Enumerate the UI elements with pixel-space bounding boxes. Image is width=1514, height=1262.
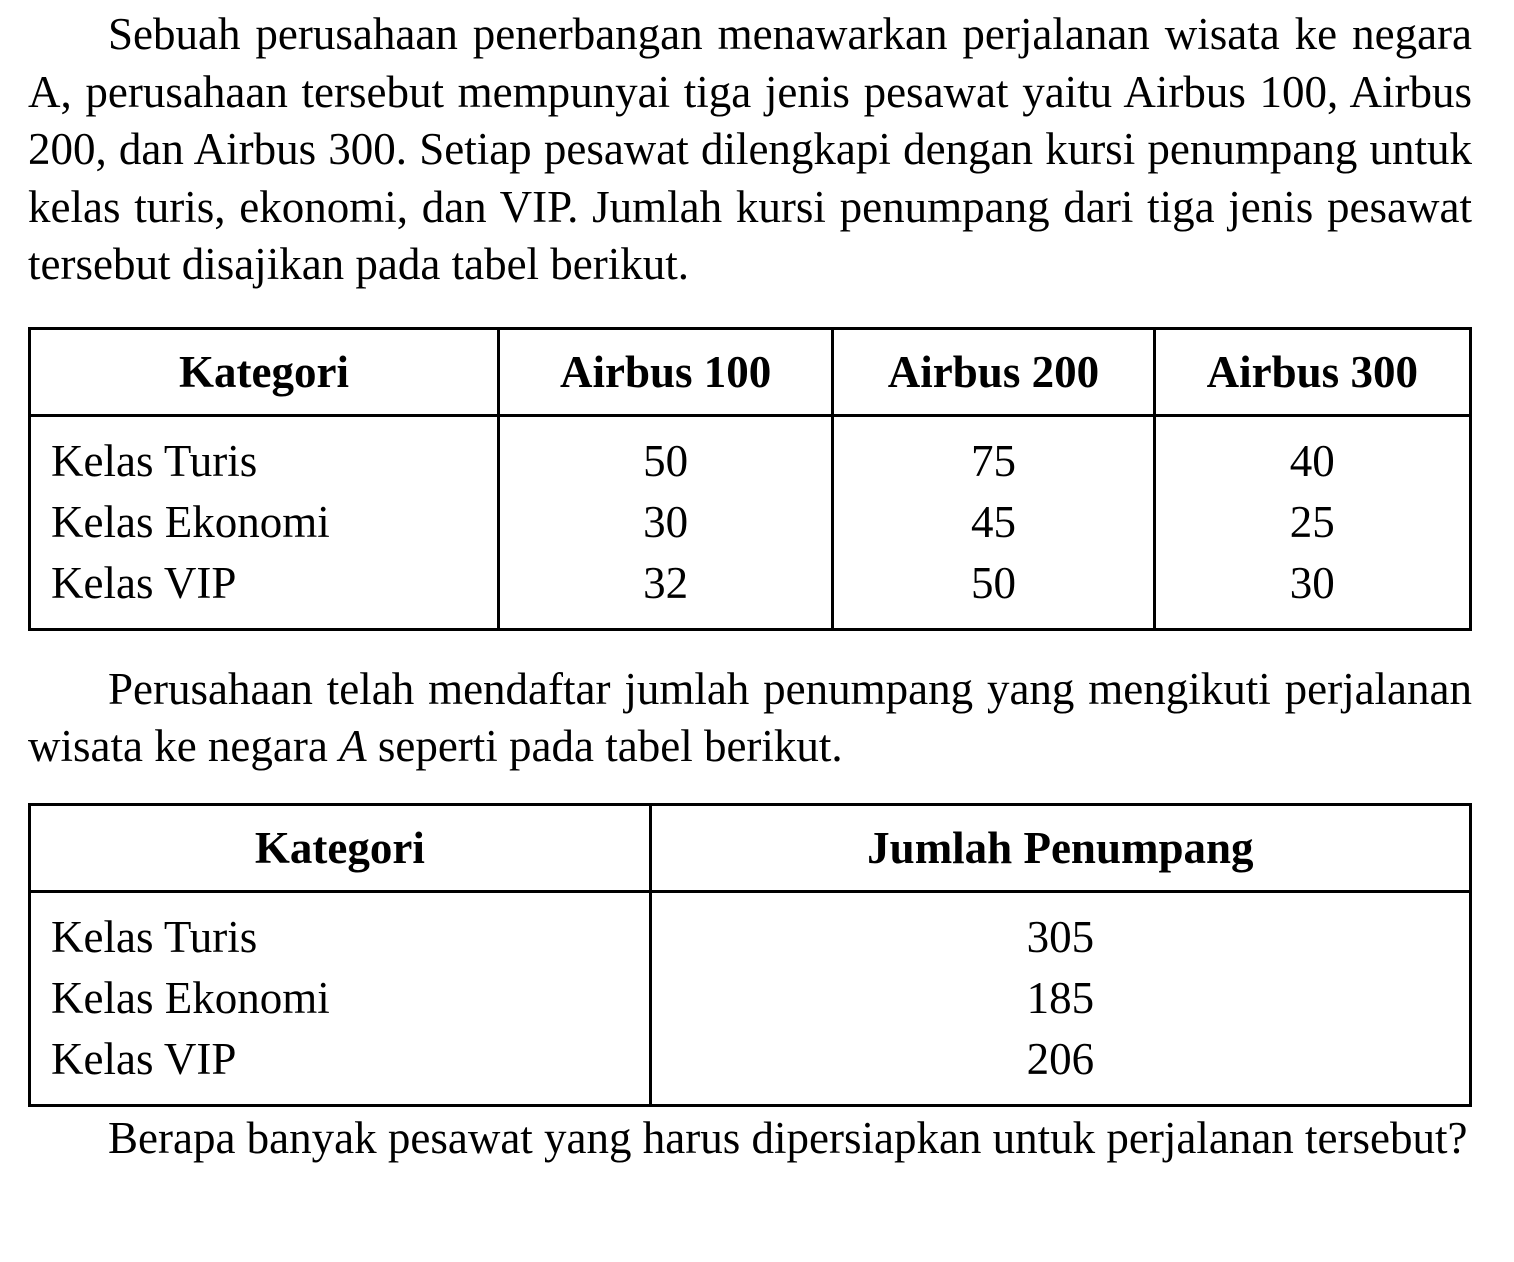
row-label: Kelas Turis bbox=[30, 415, 499, 492]
seat-capacity-table bbox=[28, 327, 1472, 631]
row-label: Kelas Ekonomi bbox=[30, 968, 651, 1029]
header-airbus-200: Airbus 200 bbox=[833, 328, 1154, 415]
header-airbus-300: Airbus 300 bbox=[1154, 328, 1470, 415]
cell-airbus-200: 75 bbox=[833, 415, 1154, 492]
cell-airbus-100: 30 bbox=[499, 492, 833, 553]
cell-airbus-200: 45 bbox=[833, 492, 1154, 553]
header-kategori: Kategori bbox=[30, 804, 651, 891]
table-header-row bbox=[30, 328, 1471, 415]
cell-jumlah: 305 bbox=[650, 891, 1470, 968]
middle-text-after: seperti pada tabel berikut. bbox=[366, 721, 843, 771]
table-row bbox=[30, 553, 1471, 630]
table-header-row bbox=[30, 804, 1471, 891]
cell-airbus-100: 50 bbox=[499, 415, 833, 492]
row-label: Kelas VIP bbox=[30, 553, 499, 630]
cell-airbus-200: 50 bbox=[833, 553, 1154, 630]
row-label: Kelas VIP bbox=[30, 1029, 651, 1106]
header-kategori: Kategori bbox=[30, 328, 499, 415]
cell-jumlah: 185 bbox=[650, 968, 1470, 1029]
cell-airbus-300: 30 bbox=[1154, 553, 1470, 630]
cell-airbus-100: 32 bbox=[499, 553, 833, 630]
cell-airbus-300: 40 bbox=[1154, 415, 1470, 492]
row-label: Kelas Ekonomi bbox=[30, 492, 499, 553]
middle-paragraph bbox=[28, 661, 1472, 776]
table-row bbox=[30, 1029, 1471, 1106]
row-label: Kelas Turis bbox=[30, 891, 651, 968]
question-paragraph: Berapa banyak pesawat yang harus dipersiapkan untuk perjalanan tersebut? bbox=[108, 1112, 1468, 1163]
problem-document bbox=[28, 0, 1472, 1167]
cell-airbus-300: 25 bbox=[1154, 492, 1470, 553]
cell-jumlah: 206 bbox=[650, 1029, 1470, 1106]
intro-paragraph: Sebuah perusahaan penerbangan menawarkan perjalanan wisata ke negara A, perusahaan tersebut mempunyai tiga jenis pesawat yaitu Airbus 100, Airbus 200, dan Airbus 300. Setiap pesawat dilengkapi dengan kursi penumpang untuk kelas turis, ekonomi, dan VIP. Jumlah kursi penumpang dari tiga jenis pesawat tersebut disajikan pada tabel berikut. bbox=[28, 9, 1472, 289]
variable-a: A bbox=[339, 721, 367, 771]
passenger-count-table bbox=[28, 803, 1472, 1107]
table-row bbox=[30, 891, 1471, 968]
table-row bbox=[30, 968, 1471, 1029]
middle-text-before: Perusahaan telah mendaftar jumlah penumpang yang mengikuti perjalanan wisata ke negara bbox=[28, 663, 1472, 771]
header-jumlah-penumpang: Jumlah Penumpang bbox=[650, 804, 1470, 891]
table-row bbox=[30, 415, 1471, 492]
table-row bbox=[30, 492, 1471, 553]
header-airbus-100: Airbus 100 bbox=[499, 328, 833, 415]
